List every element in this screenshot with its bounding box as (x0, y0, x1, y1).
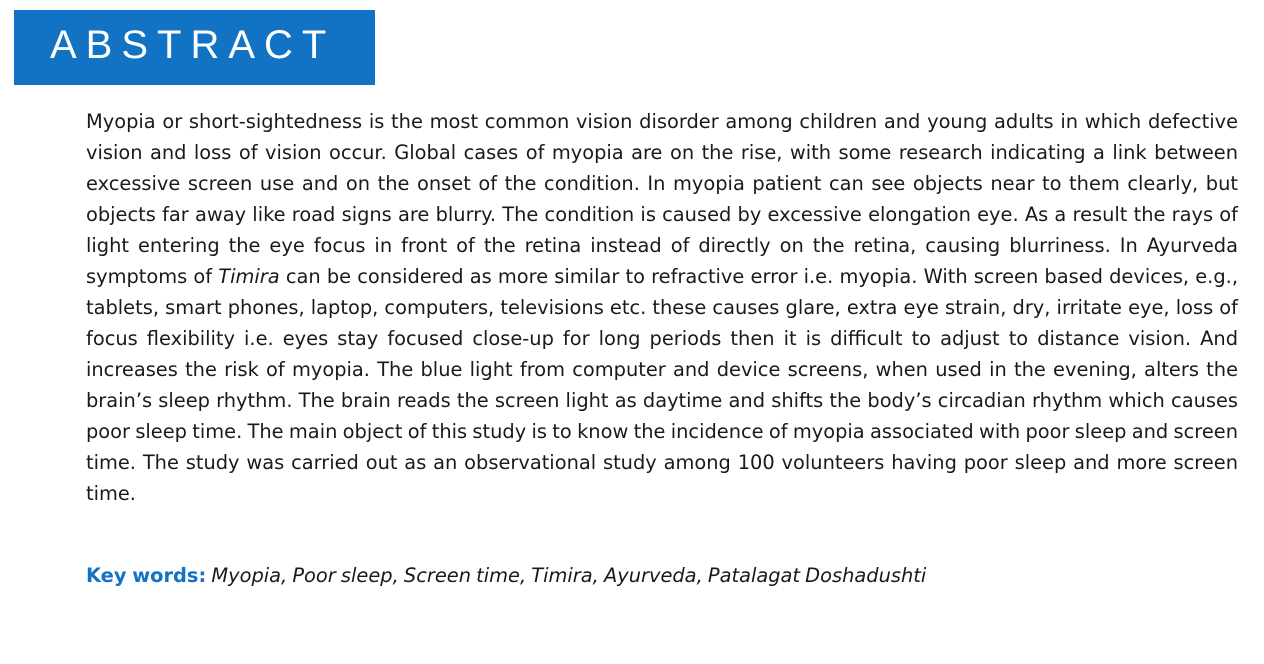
abstract-text-part-1: Myopia or short-sightedness is the most common vision disorder among children and young adults in which defective vision and loss of vision occur. Global cases of myopia are on the rise, with some research indicating a link between excessive screen use and on the onset of the condition. In myopia patient can see objects near to them clearly, but objects far away like road signs are blurry. The condition is caused by excessive elongation eye. As a result the rays of light entering the eye focus in front of the retina instead of directly on the retina, causing blurriness. In Ayurveda symptoms of (86, 110, 1238, 288)
abstract-italic-term: Timira (218, 265, 280, 288)
keywords-line (86, 560, 926, 591)
abstract-heading: ABSTRACT (50, 23, 336, 67)
keywords-list: Myopia, Poor sleep, Screen time, Timira, Ayurveda, Patalagat Doshadushti (211, 564, 927, 587)
abstract-text-part-2: can be considered as more similar to refractive error i.e. myopia. With screen based devices, e.g., tablets, smart phones, laptop, computers, televisions etc. these causes glare, extra eye strain, dry, irritate eye, loss of focus flexibility i.e. eyes stay focused close-up for long periods then it is difficult to adjust to distance vision. And increases the risk of myopia. The blue light from computer and device screens, when used in the evening, alters the brain’s sleep rhythm. The brain reads the screen light as daytime and shifts the body’s circadian rhythm which causes poor sleep time. The main object of this study is to know the incidence of myopia associated with poor sleep and screen time. The study was carried out as an observational study among 100 volunteers having poor sleep and more screen time. (86, 265, 1238, 505)
keywords-label: Key words: (86, 564, 207, 587)
abstract-paragraph (86, 106, 1238, 509)
abstract-banner (14, 10, 375, 85)
